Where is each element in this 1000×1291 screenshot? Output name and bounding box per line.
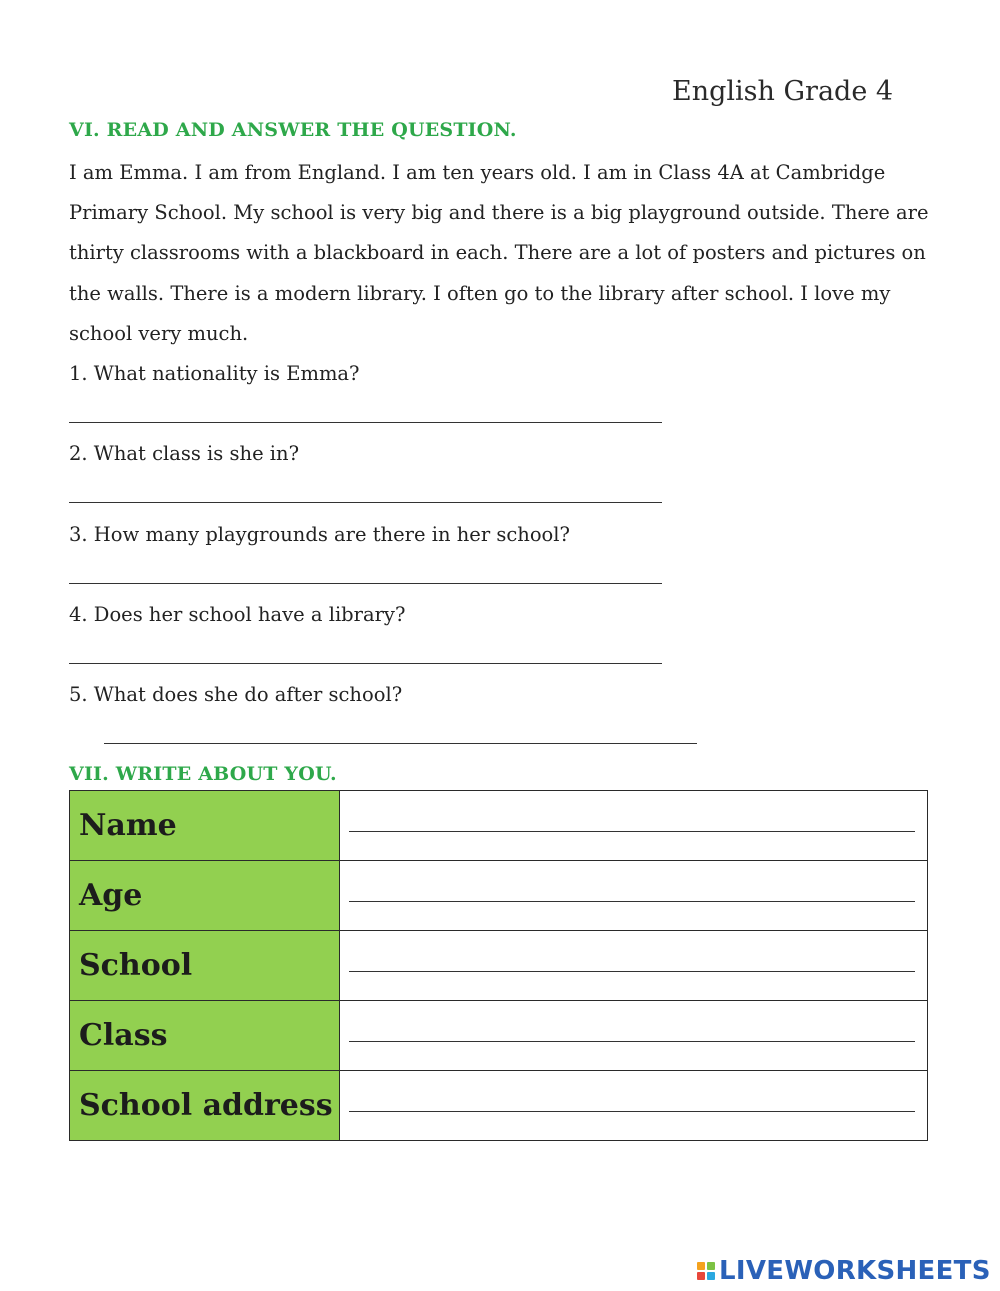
passage-line: I am Emma. I am from England. I am ten years old. I am in Class 4A at Cambridge [69,161,886,184]
logo-square [697,1262,705,1270]
question-3: 3. How many playgrounds are there in her school? [69,523,570,546]
answer-line-2[interactable] [69,502,662,503]
table-row [70,791,928,861]
reading-passage [69,153,929,354]
answer-line-1[interactable] [69,422,662,423]
worksheet-grade-title: English Grade 4 [672,76,894,107]
passage-line: school very much. [69,321,249,345]
answer-line-3[interactable] [69,583,662,584]
logo-text: LIVEWORKSHEETS [719,1256,991,1286]
row-label-school: School [70,931,340,1001]
question-1: 1. What nationality is Emma? [69,362,360,385]
row-label-name: Name [70,791,340,861]
liveworksheets-logo [697,1256,991,1286]
passage-line: Primary School. My school is very big and there is a big playground outside. There are [69,201,929,225]
table-row [70,1071,928,1141]
fill-line [349,1041,915,1042]
question-4: 4. Does her school have a library? [69,603,406,626]
table-row [70,861,928,931]
reading-section-heading: VI. READ AND ANSWER THE QUESTION. [69,119,517,141]
logo-square [697,1272,705,1280]
question-5: 5. What does she do after school? [69,683,403,706]
logo-square [707,1262,715,1270]
row-label-school-address: School address [70,1071,340,1141]
fill-line [349,1111,915,1112]
age-answer-field[interactable] [340,861,928,931]
name-answer-field[interactable] [340,791,928,861]
table-row [70,1001,928,1071]
passage-line: thirty classrooms with a blackboard in each. There are a lot of posters and pictures on [69,241,926,265]
answer-line-4[interactable] [69,663,662,664]
fill-line [349,831,915,832]
write-about-you-table [69,790,928,1141]
writing-section-heading: VII. WRITE ABOUT YOU. [69,763,337,785]
school-address-answer-field[interactable] [340,1071,928,1141]
question-2: 2. What class is she in? [69,442,300,465]
logo-square [707,1272,715,1280]
table-row [70,931,928,1001]
answer-line-5[interactable] [104,743,697,744]
fill-line [349,901,915,902]
class-answer-field[interactable] [340,1001,928,1071]
row-label-age: Age [70,861,340,931]
school-answer-field[interactable] [340,931,928,1001]
row-label-class: Class [70,1001,340,1071]
fill-line [349,971,915,972]
logo-mark-icon [697,1262,715,1280]
passage-line: the walls. There is a modern library. I often go to the library after school. I love my [69,281,891,305]
